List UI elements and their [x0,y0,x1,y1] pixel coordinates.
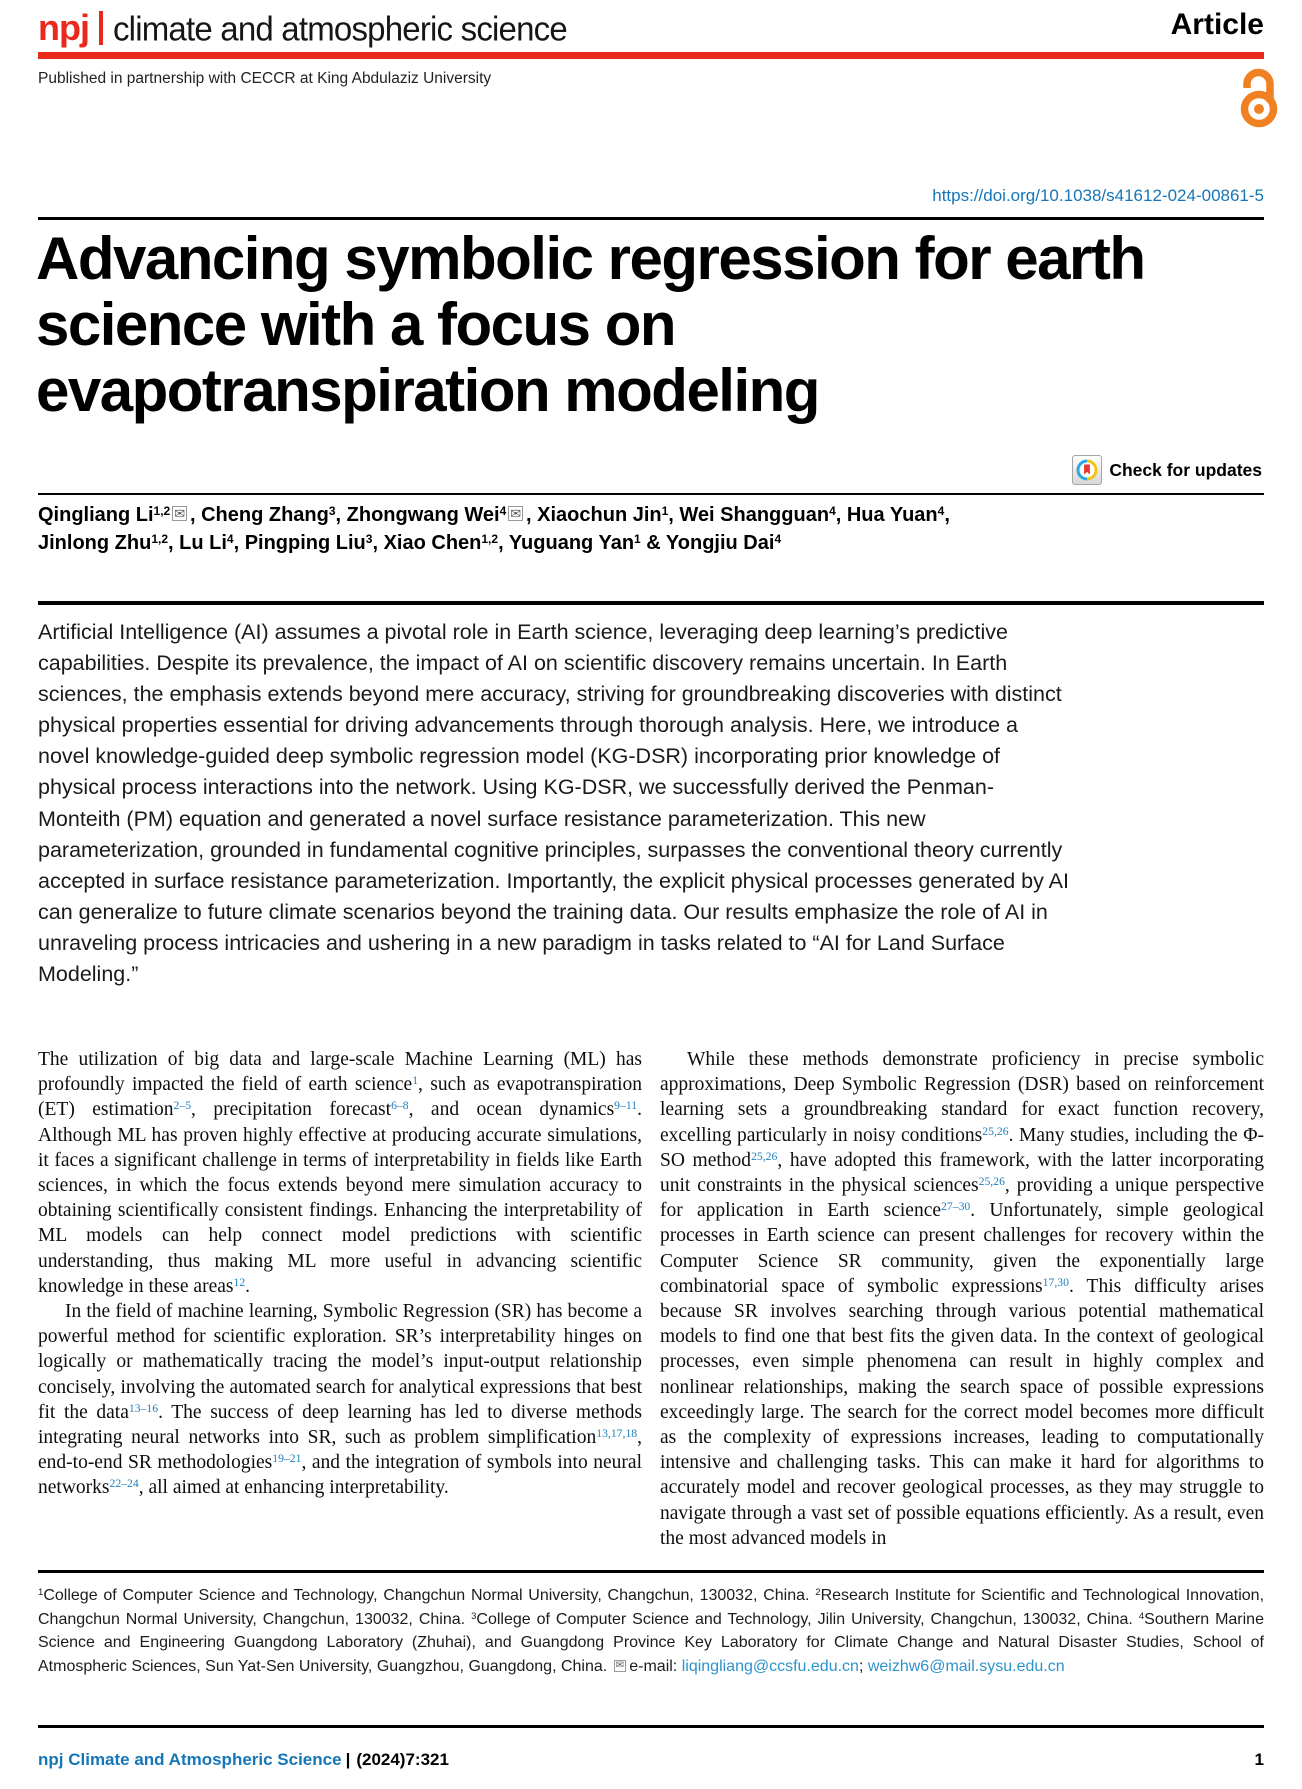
page-title [36,226,1264,424]
footer-citation-block [38,1750,449,1770]
journal-logo [38,7,567,48]
affiliations-text: $^1$College of Computer Science and Technology, Changchun Normal University, Changchun, 130032, China. $^2$Research Institute for Scientific and Technological Innovation, Changchun Normal University, Changchun, 130032, China. $^3$College of Computer Science and Technology, Jilin University, Changchun, 130032, China. $^4$Southern Marine Science and Engineering Guangdong Laboratory (Zhuhai), and Guangdong Province Key Laboratory for Climate Change and Natural Disaster Studies, School of Atmospheric Sciences, Sun Yat-Sen University, Guangzhou, Guangdong, China. ✉ [38,1587,1265,1675]
masthead [38,7,1264,48]
body-column-left [38,1047,642,1501]
abstract-text: Artificial Intelligence (AI) assumes a pivotal role in Earth science, leveraging deep learning’s predictive capabilities. Despite its prevalence, the impact of AI on scientific discovery remains uncertain. In Earth sciences, the emphasis extends beyond mere accuracy, striving for groundbreaking discoveries with distinct physical properties essential for driving advancements through thorough analysis. Here, we introduce a novel knowledge-guided deep symbolic regression model (KG-DSR) incorporating prior knowledge of physical process interactions into the network. Using KG-DSR, we successfully derived the Penman-Monteith (PM) equation and generated a novel surface resistance parameterization. This new parameterization, grounded in fundamental cognitive principles, surpasses the conventional theory currently accepted in surface resistance parameterization. Importantly, the explicit physical processes generated by AI can generalize to future climate scenarios beyond the training data. Our results emphasize the role of AI in unraveling process intricacies and ushering in a new paradigm in tasks related to “AI for Land Surface Modeling.” [38,620,1069,987]
doi-line [38,186,1264,206]
title-line-1: Advancing symbolic regression for earth [36,225,1145,292]
author-line-2: Jinlong Zhu$^{1,2}$, Lu Li$^4$, Pingping Liu$^3$, Xiao Chen$^{1,2}$, Yuguang Yan$^1$ & Yongjiu Dai$^4$ [38,531,782,554]
footer-journal-name: npj Climate and Atmospheric Science [38,1750,342,1769]
email-link-2[interactable]: weizhw6@mail.sysu.edu.cn [867,1657,1065,1675]
title-top-rule [38,217,1264,220]
email-link-1[interactable]: liqingliang@ccsfu.edu.cn [681,1657,859,1675]
email-label: e-mail: [629,1657,678,1675]
npj-brand-text: npj [38,7,89,48]
check-for-updates-icon [1072,455,1102,485]
body-paragraph: The utilization of big data and large-scale Machine Learning (ML) has profoundly impacted the field of earth science$^1$, such as evapotranspiration (ET) estimation$^{2-5}$, precipitation forecast$^{6-8}$, and ocean dynamics$^{9-11}$. Although ML has proven highly effective at producing accurate simulations, it faces a significant challenge in terms of interpretability in fields like Earth sciences, in which the focus extends beyond mere simulation accuracy to obtaining scientifically consistent findings. Enhancing the interpretability of ML models can help connect model predictions with scientific understanding, thus making ML more useful in advancing scientific knowledge in these areas$^{12}$. [38,1049,642,1297]
check-for-updates-label: Check for updates [1109,459,1262,480]
journal-name: climate and atmospheric science [112,8,567,48]
brand-divider-bar [99,11,103,45]
email-separator: ; [858,1657,864,1675]
partnership-note: Published in partnership with CECCR at King Abdulaziz University [38,70,492,87]
affiliations-footnote [38,1584,1264,1678]
affiliations-top-rule [38,1570,1264,1573]
check-for-updates-badge[interactable] [1072,455,1262,485]
page-footer [38,1750,1264,1770]
doi-link[interactable]: https://doi.org/10.1038/s41612-024-00861-5 [932,186,1264,205]
envelope-icon: ✉ [174,506,185,521]
footer-separator: | [345,1750,351,1769]
footer-rule [38,1725,1264,1728]
author-line-1: Qingliang Li$^{1,2}$ ✉ , Cheng Zhang$^3$, Zhongwang Wei$^4$ ✉ , Xiaochun Jin$^1$, Wei Shangguan$^4$, Hua Yuan$^4$, [38,503,950,526]
author-list [38,501,1264,557]
open-access-icon [1236,68,1282,128]
title-line-3: evapotranspiration modeling [36,357,819,424]
body-column-right [660,1047,1264,1551]
page-number: 1 [1254,1750,1264,1769]
footer-citation: (2024)7:321 [356,1750,449,1769]
authors-top-rule [38,493,1264,495]
title-line-2: science with a focus on [36,291,676,358]
envelope-icon: ✉ [510,506,522,521]
masthead-red-rule [38,52,1264,59]
body-paragraph: In the field of machine learning, Symbolic Regression (SR) has become a powerful method for scientific exploration. SR’s interpretability hinges on logically or mathematically tracing the model’s input-output relationship concisely, involving the automated search for analytical expressions that best fit the data$^{13-16}$. The success of deep learning has led to diverse methods integrating neural networks into SR, such as problem simplification$^{13,17,18}$, end-to-end SR methodologies$^{19-21}$, and the integration of symbols into neural networks$^{22-24}$, all aimed at enhancing interpretability. [38,1301,642,1499]
body-paragraph: While these methods demonstrate proficiency in precise symbolic approximations, Deep Symbolic Regression (DSR) based on reinforcement learning sets a groundbreaking standard for exact function recovery, excelling particularly in noisy conditions$^{25,26}$. Many studies, including the Φ-SO method$^{25,26}$, have adopted this framework, with the latter incorporating unit constraints in the physical sciences$^{25,26}$, providing a unique perspective for application in Earth science$^{27-30}$. Unfortunately, simple geological processes in Earth science can present challenges for recovery within the Computer Science SR community, given the exponentially large combinatorial space of symbolic expressions$^{17,30}$. This difficulty arises because SR involves searching through various potential mathematical models to find one that best fits the given data. In the context of geological processes, even simple phenomena can result in highly complex and nonlinear relationships, making the search space of possible expressions exceedingly large. The search for the correct model becomes more difficult as the complexity of expressions increases, leading to computationally intensive and challenging tasks. This can make it hard for algorithms to accurately model and recover geological processes, as they may struggle to navigate through a vast set of possible equations efficiently. As a result, even the most advanced models in [660,1049,1265,1549]
envelope-icon: ✉ [615,1659,625,1671]
abstract-top-rule [38,601,1264,605]
article-type-label: Article [1170,8,1264,41]
